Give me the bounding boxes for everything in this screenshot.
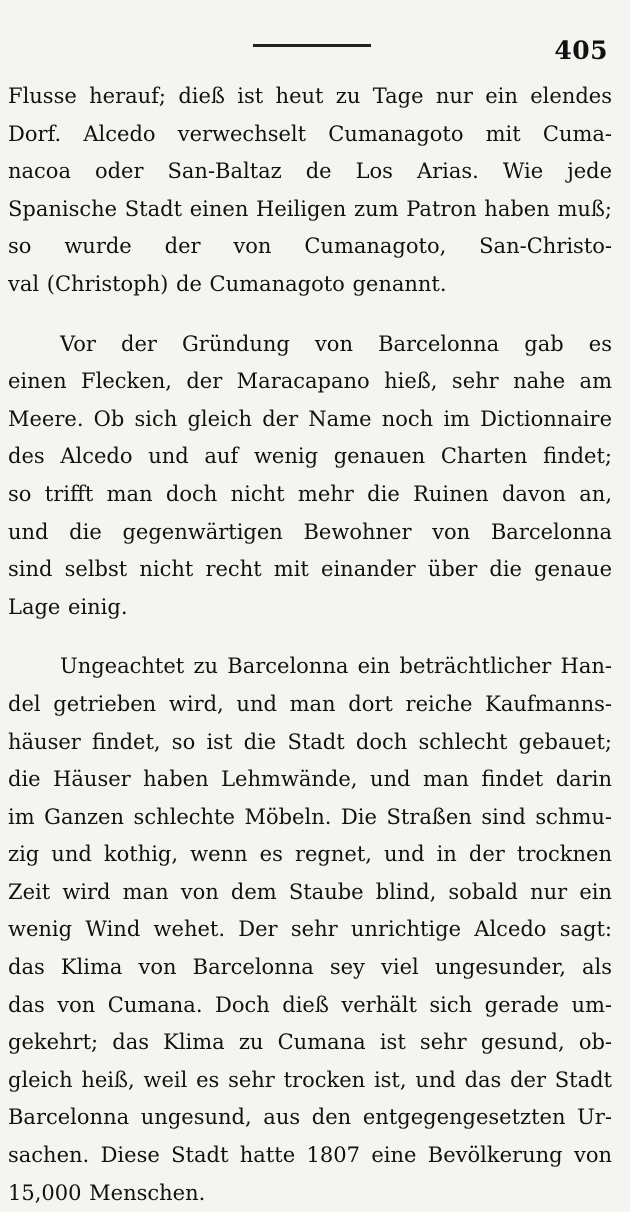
body-text <box>8 78 612 1212</box>
paragraph-3 <box>8 648 612 1212</box>
text-line: del getrieben wird, und man dort reiche Kaufmanns- <box>8 691 612 716</box>
text-line: sind selbst nicht recht mit einander über die genaue <box>8 557 612 582</box>
text-line: Ungeachtet zu Barcelonna ein beträchtlicher Han- <box>60 654 612 679</box>
text-line: die Häuser haben Lehmwände, und man findet darin <box>8 767 612 792</box>
text-line: Barcelonna ungesund, aus den entgegengesetzten Ur- <box>8 1105 612 1130</box>
text-line: so wurde der von Cumanagoto, San-Christo- <box>8 234 612 259</box>
text-line: einen Flecken, der Maracapano hieß, sehr nahe am <box>8 369 612 394</box>
text-line: Spanische Stadt einen Heiligen zum Patron haben muß; <box>8 196 612 221</box>
text-line: Flusse herauf; dieß ist heut zu Tage nur ein elendes <box>8 84 612 108</box>
text-line: Zeit wird man von dem Staube blind, sobald nur ein <box>8 879 612 904</box>
header-rule <box>253 44 371 47</box>
text-line: nacoa oder San-Baltaz de Los Arias. Wie jede <box>8 159 612 184</box>
text-line: das von Cumana. Doch dieß verhält sich gerade um- <box>8 992 612 1017</box>
paragraph-gap <box>8 626 612 648</box>
text-line: zig und kothig, wenn es regnet, und in der trocknen <box>8 842 612 867</box>
text-line: das Klima von Barcelonna sey viel ungesunder, als <box>8 955 612 980</box>
text-line: Lage einig. <box>8 594 128 619</box>
text-line: gleich heiß, weil es sehr trocken ist, und das der Stadt <box>8 1067 612 1092</box>
text-line: und die gegenwärtigen Bewohner von Barcelonna <box>8 519 612 544</box>
text-line: häuser findet, so ist die Stadt doch schlecht gebauet; <box>8 729 612 754</box>
page-number: 405 <box>554 36 608 65</box>
text-line: wenig Wind wehet. Der sehr unrichtige Alcedo sagt: <box>8 917 612 942</box>
text-line: val (Christoph) de Cumanagoto genannt. <box>8 271 447 296</box>
text-line: gekehrt; das Klima zu Cumana ist sehr gesund, ob- <box>8 1030 612 1055</box>
text-line: Dorf. Alcedo verwechselt Cumanagoto mit Cuma- <box>8 121 612 146</box>
paragraph-1 <box>8 78 612 304</box>
text-line: Meere. Ob sich gleich der Name noch im Dictionnaire <box>8 406 612 431</box>
text-line: des Alcedo und auf wenig genauen Charten findet; <box>8 444 612 469</box>
text-line: so trifft man doch nicht mehr die Ruinen davon an, <box>8 481 612 506</box>
text-line: im Ganzen schlechte Möbeln. Die Straßen sind schmu- <box>8 804 612 829</box>
paragraph-gap <box>8 304 612 326</box>
text-line: 15,000 Menschen. <box>8 1180 206 1205</box>
paragraph-2 <box>8 326 612 627</box>
text-line: Vor der Gründung von Barcelonna gab es <box>60 331 612 356</box>
text-line: sachen. Diese Stadt hatte 1807 eine Bevölkerung von <box>8 1143 612 1168</box>
